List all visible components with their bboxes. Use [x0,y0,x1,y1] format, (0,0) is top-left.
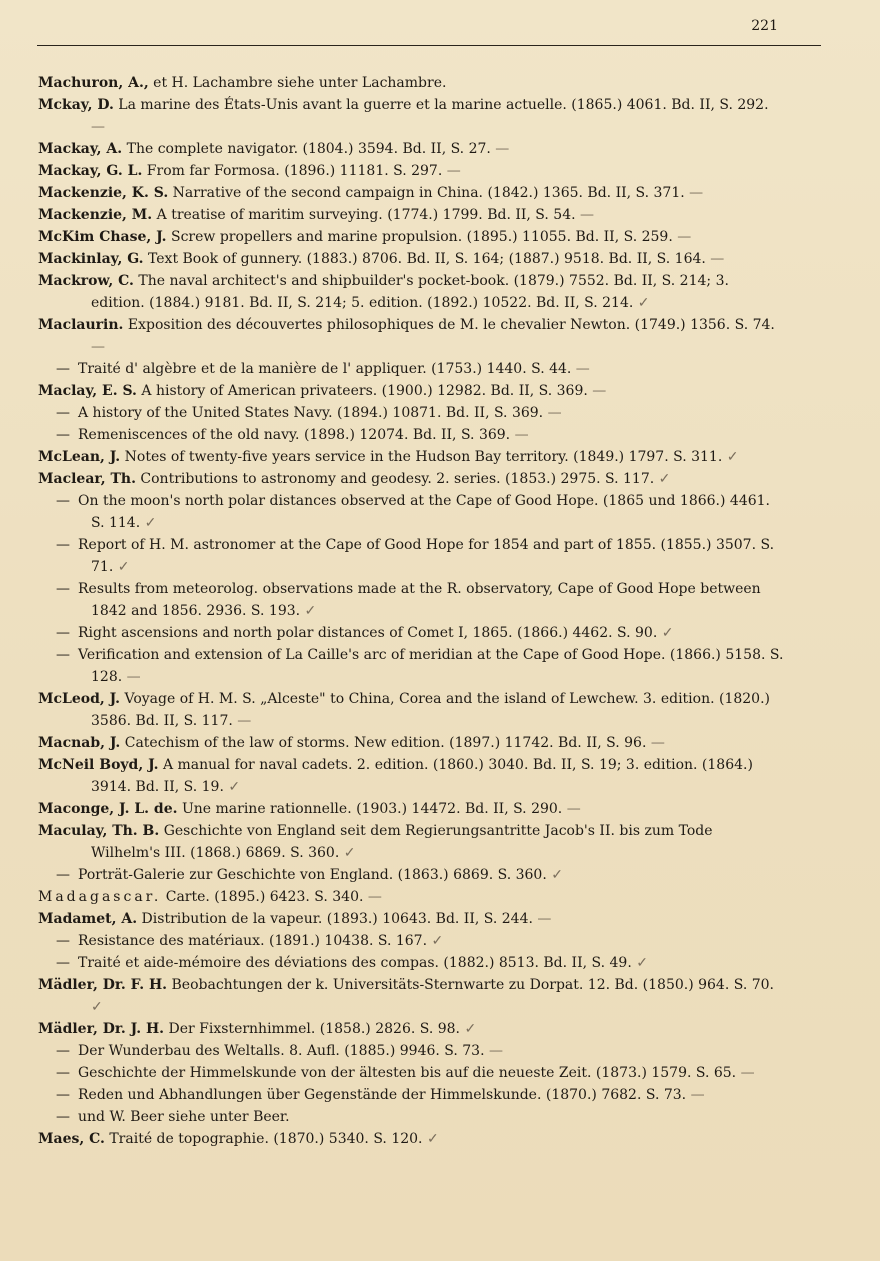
entry-text: Carte. (1895.) 6423. S. 340. [161,889,364,905]
bibliography-entry [38,446,786,468]
handwritten-dash-icon: — [91,339,105,355]
bibliography-entry [38,314,786,358]
bibliography-subentry [38,930,786,952]
handwritten-dash-icon: — [510,427,529,443]
entry-text: A history of American privateers. (1900.) 12982. Bd. II, S. 369. [136,383,588,399]
handwritten-checkmark-icon: ✓ [140,515,157,531]
entry-text: Geschichte der Himmelskunde von der ältesten bis auf die neueste Zeit. (1873.) 1579. S. 65. [78,1065,737,1081]
handwritten-dash-icon: — [686,1087,705,1103]
entry-text: Report of H. M. astronomer at the Cape of Good Hope for 1854 and part of 1855. (1855.) 3507. S. 71. [78,537,775,575]
entry-author: Mackenzie, K. S. [38,185,169,201]
handwritten-dash-icon: — [532,911,552,927]
entry-text: Text Book of gunnery. (1883.) 8706. Bd. II, S. 164; (1887.) 9518. Bd. II, S. 164. [143,251,706,267]
entry-text: Catechism of the law of storms. New edition. (1897.) 11742. Bd. II, S. 96. [120,735,647,751]
bibliography-subentry [38,1062,786,1084]
handwritten-dash-icon: — [484,1043,503,1059]
entry-text: Une marine rationnelle. (1903.) 14472. Bd. II, S. 290. [177,801,563,817]
entry-text: Exposition des découvertes philosophiques de M. le chevalier Newton. (1749.) 1356. S. 74. [123,317,775,333]
bibliography-entry [38,204,786,226]
handwritten-dash-icon: — [122,669,141,685]
bibliography-subentry [38,490,786,534]
entry-author: Mackrow, C. [38,273,134,289]
ditto-dash: — [56,647,70,663]
handwritten-dash-icon: — [91,119,105,135]
entry-text: The naval architect's and shipbuilder's pocket-book. (1879.) 7552. Bd. II, S. 214; 3. edition. (1884.) 9181. Bd. II, S. 214; 5. edition. (1892.) 10522. Bd. II, S. 214. [91,273,729,311]
bibliography-subentry [38,402,786,424]
entry-text: und W. Beer siehe unter Beer. [78,1109,290,1125]
bibliography-entry [38,886,786,908]
ditto-dash: — [56,405,70,421]
handwritten-dash-icon: — [575,207,595,223]
entry-text: La marine des États-Unis avant la guerre et la marine actuelle. (1865.) 4061. Bd. II, S. 292. [113,97,769,113]
handwritten-dash-icon: — [736,1065,755,1081]
entry-text: Voyage of H. M. S. „Alceste" to China, Corea and the island of Lewchew. 3. edition. (1820.) 3586. Bd. II, S. 117. [91,691,771,729]
entry-text: On the moon's north polar distances observed at the Cape of Good Hope. (1865 und 1866.) 4461. S. 114. [78,493,770,531]
handwritten-checkmark-icon: ✓ [633,295,650,311]
entry-text: Beobachtungen der k. Universitäts-Sternwarte zu Dorpat. 12. Bd. (1850.) 964. S. 70. [167,977,774,993]
entry-author: Maconge, J. L. de. [38,801,178,817]
bibliography-entry [38,182,786,204]
entry-author: McNeil Boyd, J. [38,757,159,773]
handwritten-checkmark-icon: ✓ [546,867,563,883]
handwritten-checkmark-icon: ✓ [654,471,671,487]
ditto-dash: — [56,1043,70,1059]
handwritten-checkmark-icon: ✓ [427,933,444,949]
entry-text: Narrative of the second campaign in China. (1842.) 1365. Bd. II, S. 371. [168,185,685,201]
entry-text: Reden und Abhandlungen über Gegenstände der Himmelskunde. (1870.) 7682. S. 73. [78,1087,687,1103]
handwritten-dash-icon: — [562,801,581,817]
bibliography-entry [38,754,786,798]
bibliography-entry [38,72,786,94]
bibliography-subentry [38,622,786,644]
ditto-dash: — [56,1109,70,1125]
handwritten-dash-icon: — [363,889,382,905]
entry-author: Mckay, D. [38,97,114,113]
ditto-dash: — [56,955,70,971]
ditto-dash: — [56,625,70,641]
handwritten-checkmark-icon: ✓ [631,955,648,971]
ditto-dash: — [56,581,70,597]
entry-text: Verification and extension of La Caille's arc of meridian at the Cape of Good Hope. (1866.) 5158. S. 128. [78,647,784,685]
entry-text: Geschichte von England seit dem Regierungsantritte Jacob's II. bis zum Tode Wilhelm's III. (1868.) 6869. S. 360. [91,823,713,861]
entry-text: Der Wunderbau des Weltalls. 8. Aufl. (1885.) 9946. S. 73. [78,1043,485,1059]
entry-text: A treatise of maritim surveying. (1774.) 1799. Bd. II, S. 54. [152,207,576,223]
bibliography-entry [38,94,786,138]
bibliography-entry [38,270,786,314]
handwritten-checkmark-icon: ✓ [113,559,130,575]
entry-text: et H. Lachambre siehe unter Lachambre. [148,75,447,91]
entry-author: Maclaurin. [38,317,124,333]
handwritten-dash-icon: — [587,383,607,399]
entry-text: A history of the United States Navy. (1894.) 10871. Bd. II, S. 369. [78,405,544,421]
handwritten-dash-icon: — [705,251,725,267]
entry-text: From far Formosa. (1896.) 11181. S. 297. [142,163,443,179]
handwritten-checkmark-icon: ✓ [657,625,674,641]
bibliography-subentry [38,578,786,622]
entry-author: Mackay, A. [38,141,123,157]
bibliography-subentry [38,358,786,380]
entry-text: Traité de topographie. (1870.) 5340. S. 120. [104,1131,423,1147]
entry-author: Maculay, Th. B. [38,823,160,839]
ditto-dash: — [56,1087,70,1103]
handwritten-dash-icon: — [571,361,590,377]
entry-text: Traité et aide-mémoire des déviations des compas. (1882.) 8513. Bd. II, S. 49. [78,955,632,971]
entry-text: Screw propellers and marine propulsion. (1895.) 11055. Bd. II, S. 259. [166,229,673,245]
bibliography-subentry [38,534,786,578]
handwritten-dash-icon: — [442,163,461,179]
entry-author: McLean, J. [38,449,121,465]
handwritten-dash-icon: — [684,185,704,201]
handwritten-checkmark-icon: ✓ [300,603,317,619]
bibliography-entry [38,1128,786,1150]
handwritten-dash-icon: — [490,141,510,157]
handwritten-checkmark-icon: ✓ [339,845,356,861]
bibliography-entry [38,1018,786,1040]
bibliography-subentry [38,644,786,688]
ditto-dash: — [56,361,70,377]
ditto-dash: — [56,493,70,509]
entry-text: A manual for naval cadets. 2. edition. (1860.) 3040. Bd. II, S. 19; 3. edition. (1864.) 3914. Bd. II, S. 19. [91,757,753,795]
handwritten-checkmark-icon: ✓ [91,999,103,1015]
entry-heading-spaced: Madagascar. [38,889,162,905]
bibliography-entry [38,138,786,160]
bibliography-entry [38,688,786,732]
bibliography-entry [38,160,786,182]
entry-text: Distribution de la vapeur. (1893.) 10643. Bd. II, S. 244. [137,911,533,927]
handwritten-checkmark-icon: ✓ [422,1131,439,1147]
entry-author: Macnab, J. [38,735,121,751]
entry-text: Resistance des matériaux. (1891.) 10438. S. 167. [78,933,428,949]
entry-text: Traité d' algèbre et de la manière de l' appliquer. (1753.) 1440. S. 44. [78,361,572,377]
bibliography-entry [38,732,786,754]
bibliography-entry [38,798,786,820]
entry-author: Maclear, Th. [38,471,136,487]
handwritten-checkmark-icon: ✓ [722,449,739,465]
bibliography-subentry [38,424,786,446]
entry-author: Mackenzie, M. [38,207,153,223]
ditto-dash: — [56,537,70,553]
entry-author: Mackay, G. L. [38,163,143,179]
bibliography-entry [38,908,786,930]
bibliography-entry [38,380,786,402]
entry-author: Maclay, E. S. [38,383,137,399]
bibliography-entry [38,820,786,864]
ditto-dash: — [56,867,70,883]
entry-text: Porträt-Galerie zur Geschichte von England. (1863.) 6869. S. 360. [78,867,547,883]
entry-author: Mackinlay, G. [38,251,144,267]
ditto-dash: — [56,933,70,949]
bibliography-subentry [38,952,786,974]
bibliography-subentry [38,1106,786,1128]
bibliography-subentry [38,1040,786,1062]
entry-text: Der Fixsternhimmel. (1858.) 2826. S. 98. [164,1021,461,1037]
bibliography-entry [38,974,786,1018]
handwritten-checkmark-icon: ✓ [223,779,241,795]
entry-author: Maes, C. [38,1131,105,1147]
entry-author: Mädler, Dr. J. H. [38,1021,165,1037]
bibliography-subentry [38,864,786,886]
handwritten-dash-icon: — [672,229,692,245]
entry-text: Results from meteorolog. observations made at the R. observatory, Cape of Good Hope between 1842 and 1856. 2936. S. 193. [78,581,761,619]
bibliography-entry [38,248,786,270]
handwritten-checkmark-icon: ✓ [460,1021,477,1037]
bibliography-entry [38,468,786,490]
entry-author: Machuron, A., [38,75,149,91]
ditto-dash: — [56,427,70,443]
entry-author: McKim Chase, J. [38,229,167,245]
handwritten-dash-icon: — [646,735,665,751]
page-number: 221 [751,18,778,34]
entry-text: Remeniscences of the old navy. (1898.) 12074. Bd. II, S. 369. [78,427,511,443]
bibliography-entries [38,72,786,1150]
handwritten-dash-icon: — [543,405,562,421]
bibliography-subentry [38,1084,786,1106]
handwritten-dash-icon: — [232,713,252,729]
entry-text: The complete navigator. (1804.) 3594. Bd. II, S. 27. [122,141,491,157]
header-rule [37,45,821,46]
entry-author: Mädler, Dr. F. H. [38,977,168,993]
entry-text: Notes of twenty-five years service in the Hudson Bay territory. (1849.) 1797. S. 311. [120,449,723,465]
entry-author: Madamet, A. [38,911,138,927]
bibliography-entry [38,226,786,248]
ditto-dash: — [56,1065,70,1081]
entry-text: Right ascensions and north polar distances of Comet I, 1865. (1866.) 4462. S. 90. [78,625,658,641]
entry-author: McLeod, J. [38,691,121,707]
entry-text: Contributions to astronomy and geodesy. 2. series. (1853.) 2975. S. 117. [135,471,655,487]
